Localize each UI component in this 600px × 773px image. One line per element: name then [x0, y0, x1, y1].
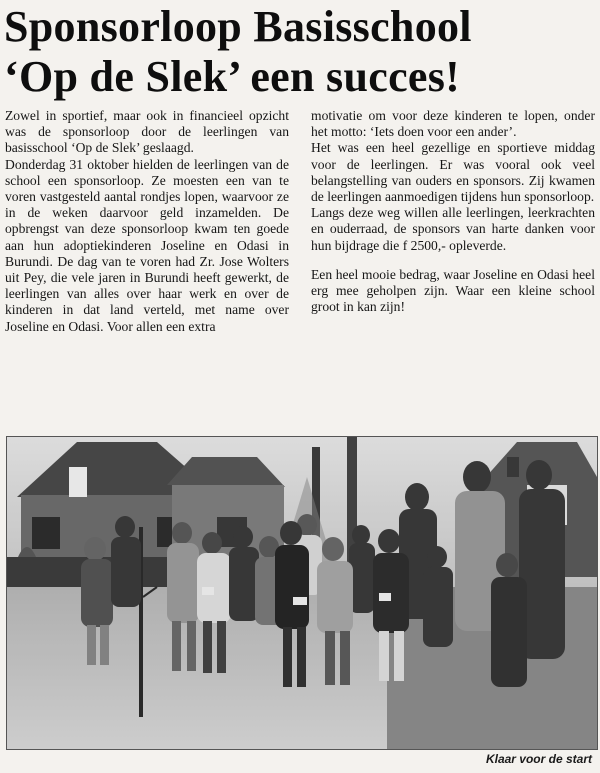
article-paragraph: Langs deze weg willen alle leerlingen, leerkrachten en ouderraad, de sponsors van harte danken voor hun bijdrage die f 2500,- opleverde.: [311, 205, 595, 253]
headline-line-1: Sponsorloop Basisschool: [4, 2, 472, 51]
article-paragraph: Donderdag 31 oktober hielden de leerlingen van de school een sponsorloop. Ze moesten een van te voren vastgesteld aantal rondjes lopen, waarvoor ze in de weken daarvoor geld inzamelden. De opbrengst van deze sponsorloop kwam ten goede aan hun adoptiekinderen Joseline en Odasi in Burundi. De dag van te voren had Zr. Jose Wolters uit Pey, die vele jaren in Burundi heeft gewerkt, de leerlingen van alles over haar werk en over de kinderen in dat land verteld, met name over Joseline en Odasi. Voor allen een extra: [5, 156, 289, 334]
article-closing-paragraph: Een heel mooie bedrag, waar Joseline en Odasi heel erg mee geholpen zijn. Waar een kleine school groot in kan zijn!: [311, 266, 595, 315]
article-paragraph: Zowel in sportief, maar ook in financieel opzicht was de sponsorloop door de leerlingen van basisschool ‘Op de Slek’ geslaagd.: [5, 108, 289, 156]
headline: [4, 2, 596, 102]
article-column-right: [311, 108, 595, 315]
news-photo: [6, 436, 598, 750]
photo-caption: Klaar voor de start: [485, 752, 592, 766]
headline-line-2: ‘Op de Slek’ een succes!: [4, 52, 461, 101]
article-column-left: [5, 108, 289, 335]
article-paragraph: motivatie om voor deze kinderen te lopen, onder het motto: ‘Iets doen voor een ander’.: [311, 108, 595, 140]
photo-group-of-children: [7, 437, 597, 749]
article-paragraph: Het was een heel gezellige en sportieve middag voor de leerlingen. Er was vooral ook veel belangstelling van ouders en sponsors. Zij kwamen de leerlingen aanmoedigen tijdens hun sponsorloop.: [311, 140, 595, 205]
